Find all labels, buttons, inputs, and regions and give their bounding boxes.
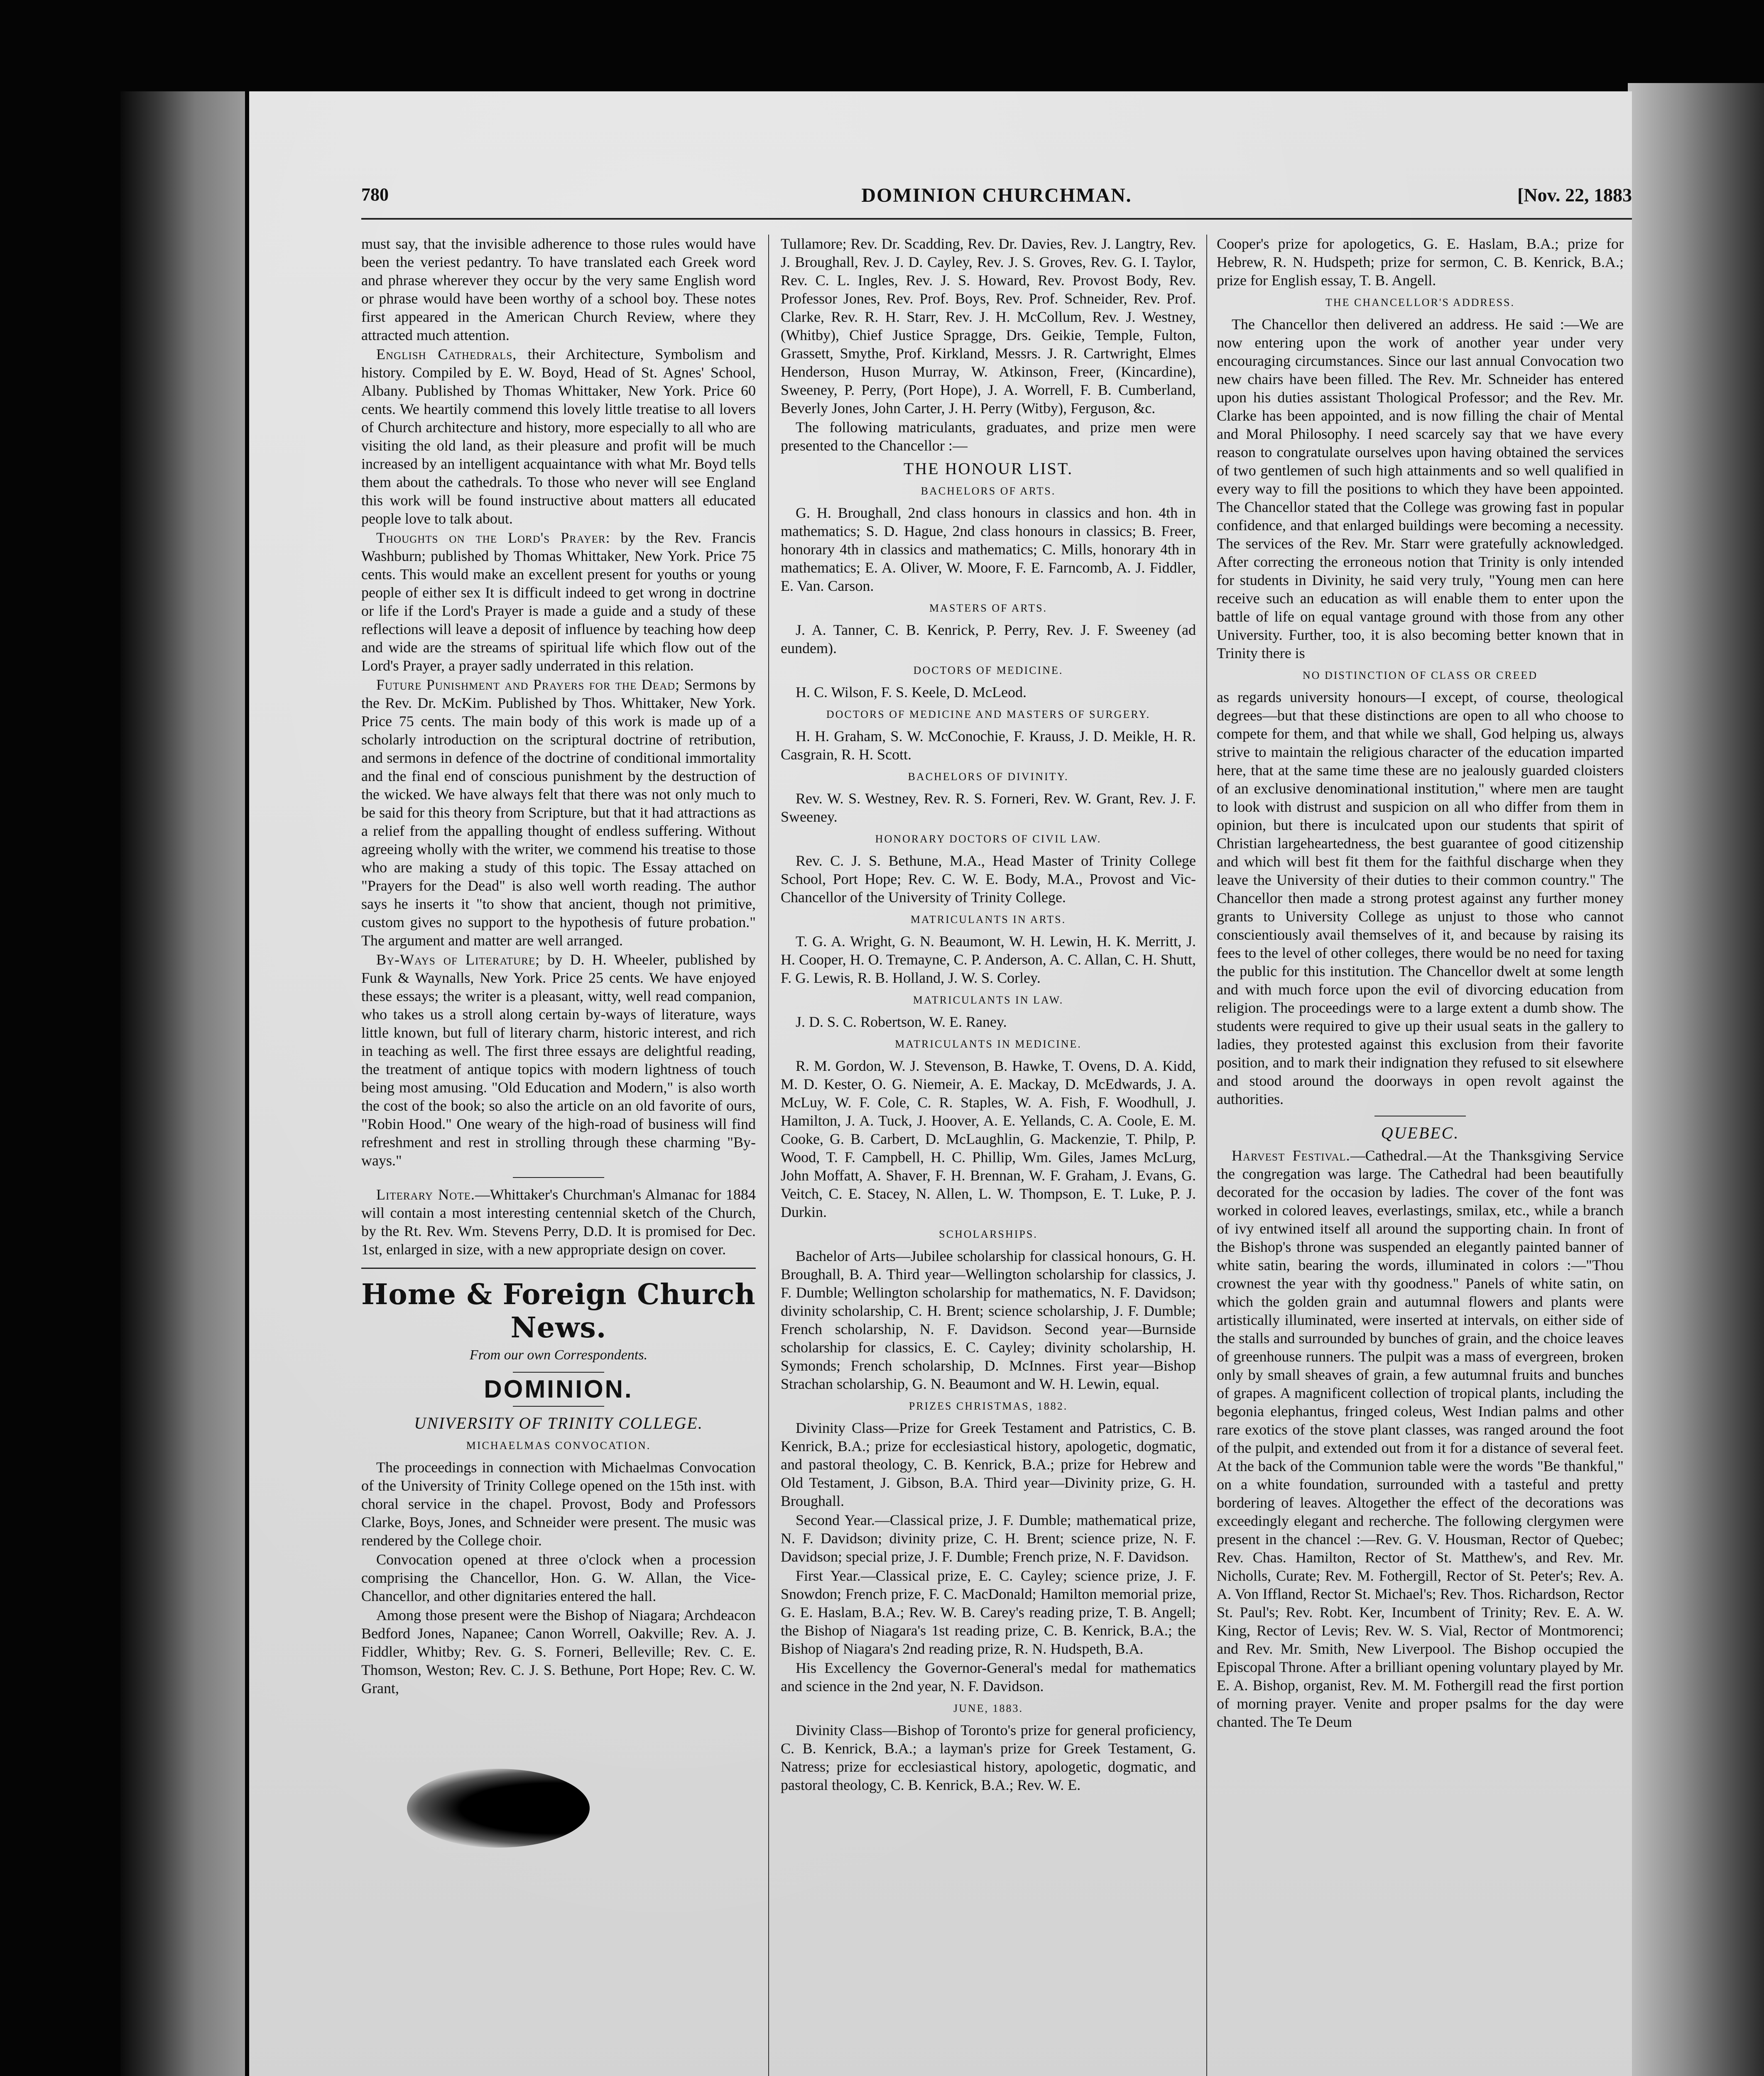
page-title: DOMINION CHURCHMAN. [861,184,1132,206]
article-heading: UNIVERSITY OF TRINITY COLLEGE. [414,1414,703,1432]
list-subheading: SCHOLARSHIPS. [939,1228,1038,1240]
column-rule [768,235,769,2076]
paragraph: Bachelor of Arts—Jubilee scholarship for classical honours, G. H. Broughall, B. A. Third year—Wellington scholarship for classics, J. F. Dumble; Wellington scholarship for mathematics, N. F. Davidson; divinity scholarship, C. H. Brent; science scholarship, J. F. Dumble; French scholarship, N. F. Davidson. Second year—Burnside scholarship for classics, E. C. Cayley; divinity scholarship, H. Symonds; French scholarship, D. McInnes. First year—Bishop Strachan scholarship, G. N. Beaumont and W. H. Lewin, equal. [781,1248,1196,1392]
region-heading: DOMINION. [484,1375,633,1403]
literary-note [361,1185,756,1258]
book-spine-edge-left [120,91,245,2076]
divider [513,1406,604,1407]
column-rule [1206,235,1207,2076]
paragraph: R. M. Gordon, W. J. Stevenson, B. Hawke, T. Ovens, D. A. Kidd, M. D. Kester, O. G. Niemeir, A. E. Mackay, D. McEdwards, J. A. McLuy, W. F. Cole, C. R. Staples, W. A. Fish, F. Woodhull, J. Hamilton, J. A. Tuck, J. Hoover, A. E. Yellands, C. A. Coole, E. M. Cooke, G. B. Carbert, D. McLaughlin, G. Mackenzie, T. Philp, P. Wood, T. F. Campbell, H. C. Phillip, Wm. Giles, James McLurg, John Moffatt, A. Shaver, F. H. Brennan, W. F. Graham, J. Evans, G. Veitch, C. E. Stacey, N. Allen, L. W. Thompson, E. T. Luke, P. J. Durkin. [781,1058,1196,1220]
section-title: Home & Foreign Church News. [361,1278,756,1344]
list-subheading: MATRICULANTS IN MEDICINE. [895,1038,1082,1050]
review-lead: Thoughts on the Lord's Prayer: [376,529,610,546]
review-body: by D. H. Wheeler, published by Funk & Waynalls, New York. Price 25 cents. We have enjoyed these essays; the writer is a pleasant, witty, well read companion, who takes us a stroll along certain by-ways of literature, ways little known, but full of literary charm, historic interest, and rich in teaching as well. The first three essays are delightful reading, the treatment of antique topics with modern lightness of touch being most amusing. "Old Education and Modern," is also worth the cost of the book; so also the article on an old favorite of ours, "Robin Hood." One weary of the high-road of business will find refreshment and rest in strolling through these charming "By-ways." [361,951,756,1169]
paragraph: Rev. C. J. S. Bethune, M.A., Head Master of Trinity College School, Port Hope; Rev. C. W. E. Body, M.A., Provost and Vic-Chancellor of the University of Trinity College. [781,852,1196,906]
list-subheading: MATRICULANTS IN ARTS. [910,913,1066,925]
paragraph: Divinity Class—Prize for Greek Testament and Patristics, C. B. Kenrick, B.A.; prize for ecclesiastical history, apologetic, dogmatic, and pastoral theology, C. B. Kenrick, B.A.; prize for Hebrew and Old Testament, J. Gibson, B.A. Third year—Divinity prize, G. H. Broughall. [781,1420,1196,1509]
article-subheading: THE CHANCELLOR'S ADDRESS. [1325,296,1515,308]
paragraph: Tullamore; Rev. Dr. Scadding, Rev. Dr. Davies, Rev. J. Langtry, Rev. J. Broughall, Rev. J. D. Cayley, Rev. J. S. Groves, Rev. G. I. Taylor, Rev. C. L. Ingles, Rev. J. S. Howard, Rev. Provost Body, Rev. Professor Jones, Rev. Prof. Boys, Rev. Prof. Schneider, Rev. Prof. Clarke, Rev. R. H. Starr, Rev. J. H. McCollum, Rev. J. Westney, (Whitby), Chief Justice Spragge, Drs. Geikie, Temple, Fulton, Grassett, Smythe, Prof. Kirkland, Messrs. J. R. Cartwright, Elmes Henderson, Huson Murray, W. Atkinson, Freer, (Kincardine), Sweeney, P. Perry, (Port Hope), J. A. Worrell, F. B. Cumberland, Beverly Jones, John Carter, J. H. Perry (Witby), Ferguson, &c. [781,235,1196,416]
paragraph: J. A. Tanner, C. B. Kenrick, P. Perry, Rev. J. F. Sweeney (ad eundem). [781,622,1196,656]
column-3 [1217,235,1624,2076]
article-subheading: MICHAELMAS CONVOCATION. [466,1439,651,1452]
paragraph: Among those present were the Bishop of Niagara; Archdeacon Bedford Jones, Napanee; Canon Worrell, Oakville; Rev. A. J. Fiddler, Whitby; Rev. G. S. Forneri, Belleville; Rev. C. E. Thomson, Weston; Rev. C. J. S. Bethune, Port Hope; Rev. C. W. Grant, [361,1607,756,1697]
newspaper-page [249,91,1632,2076]
review-body: Sermons by the Rev. Dr. McKim. Published by Thos. Whittaker, New York. Price 75 cents. The main body of this work is made up of a scholarly introduction on the scriptural doctrine of retribution, and sermons in defence of the doctrine of conditional immortality and the final end of conscious punishment by the destruction of the wicked. We have always felt that there was not only much to be said for this theory from Scripture, but that it had attractions as a relief from the appalling thought of endless suffering. Without agreeing wholly with the writer, we commend his treatise to those who are making a study of this topic. The Essay attached on "Prayers for the Dead" is also well worth reading. The author says he inserts it "to show that ancient, though not primitive, custom gives no support to the hypothesis of future probation." The argument and matter are well arranged. [361,676,756,949]
divider [361,1268,756,1269]
paragraph: J. D. S. C. Robertson, W. E. Raney. [796,1014,1007,1030]
paragraph: as regards university honours—I except, of course, theological degrees—but that these distinctions are open to all who choose to compete for them, and that while we shall, God helping us, always strive to maintain the religious character of the education imparted here, that at the same time these are no jealously guarded cloisters of an exclusive denominational institution," where men are taught to look with distrust and suspicion on all who differ from them in opinion, but there is inculcated upon our students that spirit of Christian largeheartedness, the best guarantee of good citizenship and which will best fit them for the faithful discharge when they leave the University of their duties to their common country." The Chancellor then made a strong protest against any further money grants to University College as unjust to those who cannot conscientiously avail themselves of it, and because by raising its fees to the level of other colleges, there would be no need for taxing the public for this institution. The Chancellor dwelt at some length and with much force upon the evil of divorcing education from religion. The proceedings were to a large extent a dumb show. The students were required to give up their usual seats in the gallery to ladies, they protested against this exclusion from their favorite position, and to mark their indignation they refused to sit elsewhere and stood around the doorways in open revolt against the authorities. [1217,689,1624,1107]
review-lords-prayer [361,529,756,675]
book-page-edge-right [1628,83,1764,2076]
paragraph: The Chancellor then delivered an address. He said :—We are now entering upon the work of another year under very encouraging circumstances. Since our last annual Convocation two new chairs have been filled. The Rev. Mr. Schneider has entered upon his duties assistant Thological Professor; and the Rev. Mr. Clarke has been appointed, and is now filling the chair of Mental and Moral Philosophy. I need scarcely say that we have every reason to congratulate ourselves upon having obtained the services of two gentlemen of such high attainments and so well qualified in every way to fill the positions to which they have been appointed. The Chancellor stated that the College was growing fast in popular confidence, and that enlarged buildings were becoming a necessity. The services of the Rev. Mr. Starr were gratefully acknowledged. After correcting the erroneous notion that Trinity is only intended for students in Divinity, he said very truly, "Young men can here receive such an education as will enable them to enter upon the battle of life on equal vantage ground with those from any other University. Further, too, it is also becoming better known that in Trinity there is [1217,316,1624,661]
paragraph: Divinity Class—Bishop of Toronto's prize for general proficiency, C. B. Kenrick, B.A.; a layman's prize for Greek Testament, G. Natress; prize for ecclesiastical history, apologetic, dogmatic, and pastoral theology, C. B. Kenrick, B.A.; Rev. W. E. [781,1722,1196,1793]
review-body: their Architecture, Symbolism and history. Compiled by E. W. Boyd, Head of St. Agnes' School, Albany. Published by Thomas Whittaker, New York. Price 60 cents. We heartily commend this lovely little treatise to all lovers of Church architecture and history, more especially to all who are visiting the old land, as their pleasure and profit will be much increased by an intelligent acquaintance with what Mr. Boyd tells them about the cathedrals. To those who never will see England this work will be found instructive about matters all educated people love to talk about. [361,346,756,527]
paragraph: T. G. A. Wright, G. N. Beaumont, W. H. Lewin, H. K. Merritt, J. H. Cooper, H. O. Tremayne, C. P. Anderson, A. C. Allan, C. H. Shutt, F. G. Lewis, R. B. Holland, J. W. S. Corley. [781,933,1196,986]
list-subheading: MASTERS OF ARTS. [929,602,1048,614]
list-subheading: BACHELORS OF ARTS. [921,485,1056,497]
list-heading: THE HONOUR LIST. [903,459,1073,478]
list-subheading: MATRICULANTS IN LAW. [913,994,1064,1006]
paragraph: The following matriculants, graduates, and prize men were presented to the Chancellor :— [781,419,1196,454]
scanner-thumb-shadow [407,1769,590,1848]
page-number: 780 [361,184,389,205]
paragraph: Cooper's prize for apologetics, G. E. Haslam, B.A.; prize for Hebrew, R. N. Hudspeth; prize for sermon, C. B. Kenrick, B.A.; prize for English essay, T. B. Angell. [1217,235,1624,289]
region-heading: QUEBEC. [1381,1124,1460,1142]
page-header [361,176,1632,220]
review-future-punishment [361,676,756,950]
review-lead: By-Ways of Literature; [376,951,540,968]
list-subheading: BACHELORS OF DIVINITY. [908,771,1069,783]
review-by-ways [361,950,756,1170]
paragraph: His Excellency the Governor-General's medal for mathematics and science in the 2nd year, N. F. Davidson. [781,1660,1196,1694]
paragraph: The proceedings in connection with Michaelmas Convocation of the University of Trinity College opened on the 15th inst. with choral service in the chapel. Provost, Body and Professors Clarke, Boys, Jones, and Schneider were present. The music was rendered by the College choir. [361,1459,756,1549]
paragraph: H. C. Wilson, F. S. Keele, D. McLeod. [796,684,1027,700]
section-subtitle: From our own Correspondents. [469,1347,648,1363]
article-subheading: NO DISTINCTION OF CLASS OR CREED [1302,669,1538,681]
page-date: [Nov. 22, 1883 [1517,184,1632,206]
column-2 [781,235,1196,2076]
divider [513,1372,604,1373]
review-body: by the Rev. Francis Washburn; published by Thomas Whittaker, New York. Price 75 cents. This would make an excellent present for youths or young people of either sex It is difficult indeed to get wrong in doctrine or life if the Lord's Prayer is made a guide and a study of these reflections will leave a deposit of influence by teaching how deep and wide are the streams of spiritual life which flow out of the Lord's Prayer, a prayer sadly underrated in this relation. [361,529,756,674]
list-subheading: DOCTORS OF MEDICINE AND MASTERS OF SURGERY. [826,708,1151,720]
review-english-cathedrals [361,345,756,528]
review-lead: English Cathedrals, [376,346,517,362]
paragraph: H. H. Graham, S. W. McConochie, F. Krauss, J. D. Meikle, H. R. Casgrain, R. H. Scott. [781,728,1196,763]
paragraph: Rev. W. S. Westney, Rev. R. S. Forneri, Rev. W. Grant, Rev. J. F. Sweeney. [781,790,1196,825]
list-subheading: PRIZES CHRISTMAS, 1882. [909,1400,1068,1412]
review-lead: Future Punishment and Prayers for the Dead; [376,676,680,693]
paragraph: First Year.—Classical prize, E. C. Cayley; science prize, J. F. Snowdon; French prize, F. C. MacDonald; Hamilton memorial prize, G. E. Haslam, B.A.; Rev. W. B. Carey's reading prize, T. B. Angell; the Bishop of Niagara's 1st reading prize, C. B. Kenrick, B.A.; the Bishop of Niagara's 2nd reading prize, R. N. Hudspeth, B.A. [781,1567,1196,1657]
note-lead: Literary Note. [376,1186,475,1203]
paragraph: Second Year.—Classical prize, J. F. Dumble; mathematical prize, N. F. Davidson; divinity prize, C. H. Brent; science prize, N. F. Davidson; special prize, J. F. Dumble; French prize, N. F. Davidson. [781,1512,1196,1565]
paragraph-body: —Cathedral.—At the Thanksgiving Service the congregation was large. The Cathedral had been beautifully decorated for the occasion by ladies. The cover of the font was worked in colored leaves, everlastings, smilax, etc., while a branch of ivy entwined itself all around the supporting chain. In front of the Bishop's throne was suspended an elegantly painted banner of white satin, bearing the words, illuminated in colors :—"Thou crownest the year with thy goodness." Panels of white satin, on which the golden grain and autumnal flowers and plants were artistically illuminated, were inserted at intervals, on either side of the stalls and surrounded by bunches of grain, and the choice leaves of greenhouse runners. The pulpit was a mass of evergreen, broken only by small sheaves of grain, a few autumnal fruits and bunches of grapes. A magnificent collection of tropical plants, including the begonia elephantus, fringed coleus, West Indian palms and other rare exotics of the stove plant classes, was ranged around the foot of the pulpit, and extended out from it for a distance of several feet. At the back of the Communion table were the words "Be thankful," on a white foundation, surrounded with a tasteful and pretty bordering of leaves. Altogether the effect of the decorations was exceedingly elegant and recherche. The following clergymen were present in the chancel :—Rev. G. V. Housman, Rector of Quebec; Rev. Chas. Hamilton, Rector of St. Matthew's, and Rev. Mr. Nicholls, Curate; Rev. M. Fothergill, Rector of St. Peter's; Rev. A. A. Von Iffland, Rector St. Michael's; Rev. Thos. Richardson, Rector St. Paul's; Rev. Robt. Ker, Incumbent of Trinity; Rev. E. A. W. King, Rector of Levis; Rev. W. S. Vial, Rector of Montmorenci; and Rev. Mr. Smith, New Liverpool. The Bishop occupied the Episcopal Throne. After a brilliant opening voluntary played by Mr. E. A. Bishop, organist, Rev. M. M. Fothergill read the first portion of morning prayer. Venite and proper psalms for the day were chanted. The Te Deum [1217,1147,1624,1730]
list-subheading: HONORARY DOCTORS OF CIVIL LAW. [875,833,1102,845]
note-body: —Whittaker's Churchman's Almanac for 1884 will contain a most interesting centennial sketch of the Church, by the Rt. Rev. Wm. Stevens Perry, D.D. It is promised for Dec. 1st, enlarged in size, with a new appropriate design on cover. [361,1186,756,1258]
paragraph-lead: Harvest Festival. [1232,1147,1350,1164]
divider [513,1177,604,1178]
list-subheading: JUNE, 1883. [953,1702,1024,1714]
paragraph: Convocation opened at three o'clock when a procession comprising the Chancellor, Hon. G. W. Allan, the Vice-Chancellor, and other dignitaries entered the hall. [361,1551,756,1604]
list-subheading: DOCTORS OF MEDICINE. [913,664,1063,676]
review-continuation: must say, that the invisible adherence to those rules would have been the veriest pedantry. To have translated each Greek word and phrase wherever they occur by the very same English word or phrase would have been worthy of a school boy. These notes first appeared in the American Church Review, where they attracted much attention. [361,235,756,343]
paragraph: G. H. Broughall, 2nd class honours in classics and hon. 4th in mathematics; S. D. Hague, 2nd class honours in classics; B. Freer, honorary 4th in classics and mathematics; C. Mills, honorary 4th in mathematics; E. A. Oliver, W. Moore, F. E. Farncomb, A. J. Fiddler, E. Van. Carson. [781,504,1196,594]
paragraph [1217,1146,1624,1731]
